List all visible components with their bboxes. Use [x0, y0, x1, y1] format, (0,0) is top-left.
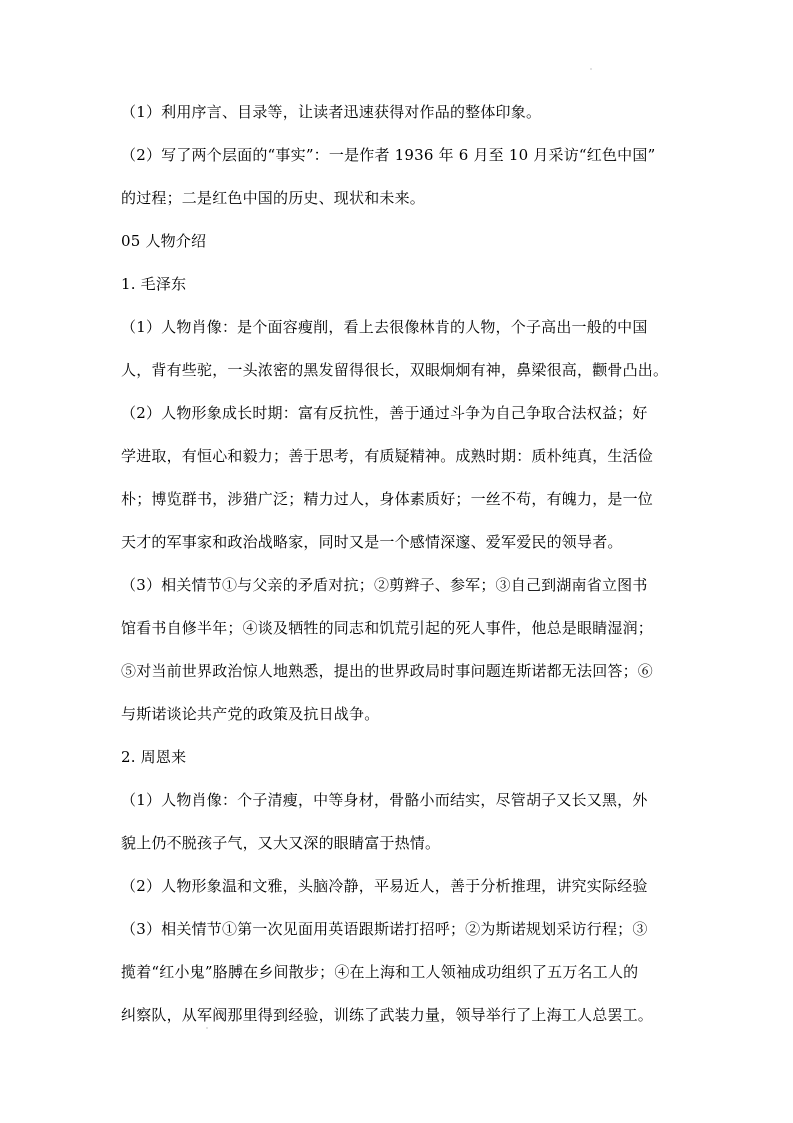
paragraph-line: （1）人物肖像：是个面容瘦削，看上去很像林肯的人物，个子高出一般的中国 — [121, 318, 648, 336]
character-heading: 1. 毛泽东 — [121, 275, 187, 293]
paragraph-line: 学进取，有恒心和毅力；善于思考，有质疑精神。成熟时期：质朴纯真，生活俭 — [121, 447, 654, 465]
paragraph-line: （3）相关情节①第一次见面用英语跟斯诺打招呼；②为斯诺规划采访行程；③ — [121, 920, 648, 938]
paragraph-line: （2）人物形象温和文雅，头脑冷静，平易近人，善于分析推理，讲究实际经验 — [121, 877, 648, 895]
paragraph-line: 与斯诺谈论共产党的政策及抗日战争。 — [121, 705, 380, 723]
document-body — [121, 102, 675, 1025]
paragraph-line: 的过程；二是红色中国的历史、现状和未来。 — [121, 189, 426, 207]
paragraph-line: 貌上仍不脱孩子气，又大又深的眼睛富于热情。 — [121, 834, 441, 852]
paragraph-line: 人，背有些驼，一头浓密的黑发留得很长，双眼炯炯有神，鼻梁很高，颧骨凸出。 — [121, 361, 669, 379]
scan-speck — [206, 1027, 208, 1029]
paragraph-line: （2）写了两个层面的“事实”：一是作者 1936 年 6 月至 10 月采访“红色中国” — [121, 146, 656, 164]
scan-speck — [590, 68, 592, 70]
paragraph-line: 揽着“红小鬼”胳膊在乡间散步；④在上海和工人领袖成功组织了五万名工人的 — [121, 963, 639, 981]
paragraph-line: 朴；博览群书，涉猎广泛；精力过人，身体素质好；一丝不苟，有魄力，是一位 — [121, 490, 654, 508]
paragraph-line: （2）人物形象成长时期：富有反抗性，善于通过斗争为自己争取合法权益；好 — [121, 404, 648, 422]
section-heading: 05 人物介绍 — [121, 232, 207, 250]
paragraph-line: （3）相关情节①与父亲的矛盾对抗；②剪辫子、参军；③自己到湖南省立图书 — [121, 576, 648, 594]
paragraph-line: 天才的军事家和政治战略家，同时又是一个感情深邃、爱军爱民的领导者。 — [121, 533, 623, 551]
character-heading: 2. 周恩来 — [121, 748, 187, 766]
paragraph-line: ⑤对当前世界政治惊人地熟悉，提出的世界政局时事问题连斯诺都无法回答；⑥ — [121, 662, 654, 680]
paragraph-line: 馆看书自修半年；④谈及牺牲的同志和饥荒引起的死人事件，他总是眼睛湿润； — [121, 619, 654, 637]
paragraph-line: （1）利用序言、目录等，让读者迅速获得对作品的整体印象。 — [121, 103, 542, 121]
paragraph-line: （1）人物肖像：个子清瘦，中等身材，骨骼小而结实，尽管胡子又长又黑，外 — [121, 791, 648, 809]
paragraph-line: 纠察队，从军阀那里得到经验，训练了武装力量，领导举行了上海工人总罢工。 — [121, 1006, 654, 1024]
